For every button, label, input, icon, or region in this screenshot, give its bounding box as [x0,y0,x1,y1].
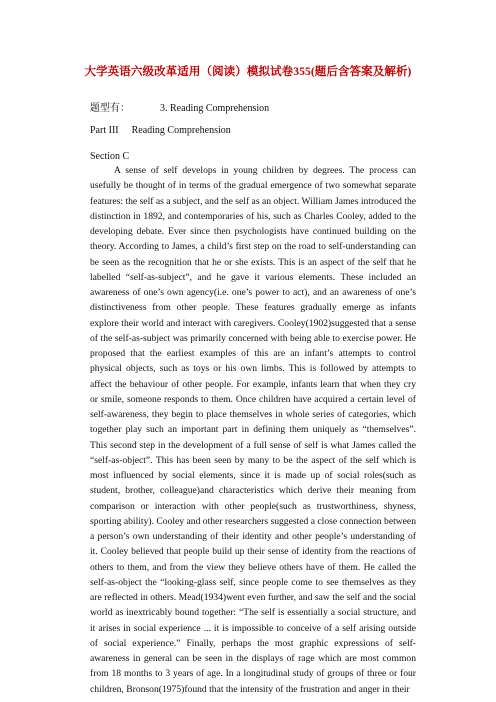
question-type-line [90,99,269,114]
section-label: Section C [90,151,130,162]
document-title: 大学英语六级改革适用（阅读）模拟试卷355(题后含答案及解析) [84,66,412,78]
passage-paragraph: A sense of self develops in young children by degrees. The process can usefully be thought of in terms of the gradual emergence of two somewhat separate features: the self as a subject, and the self as an object. William James introduced the distinction in 1892, and contemporaries of his, such as Charles Cooley, added to the developing debate. Ever since then psychologists have continued building on the theory. According to James, a child’s first step on the road to self-understanding can be seen as the recognition that he or she exists. This is an aspect of the self that he labelled “self-as-subject”, and he gave it various elements. These included an awareness of one’s own agency(i.e. one’s power to act), and an awareness of one’s distinctiveness from other people. These features gradually emerge as infants explore their world and interact with caregivers. Cooley(1902)suggested that a sense of the self-as-subject was primarily concerned with being able to exercise power. He proposed that the earliest examples of this are an infant’s attempts to control physical objects, such as toys or his own limbs. This is followed by attempts to affect the behaviour of other people. For example, infants learn that when they cry or smile, someone responds to them. Once children have acquired a certain level of self-awareness, they begin to place themselves in whole series of categories, which together play such an important part in defining them uniquely as “themselves”. This second step in the development of a full sense of self is what James called the “self-as-object”. This has been seen by many to be the aspect of the self which is most influenced by social elements, since it is made up of social roles(such as student, brother, colleague)and characteristics which derive their meaning from comparison or interaction with other people(such as trustworthiness, shyness, sporting ability). Cooley and other researchers suggested a close connection between a person’s own understanding of their identity and other people’s understanding of it. Cooley believed that people build up their sense of identity from the reactions of others to them, and from the view they believe others have of them. He called the self-as-object the “looking-glass self, since people come to see themselves as they are reflected in others. Mead(1934)went even further, and saw the self and the social world as inextricably bound together: “The self is essentially a social structure, and it arises in social experience ... it is impossible to conceive of a self arising outside of social experience.” Finally, perhaps the most graphic expressions of self-awareness in general can be seen in the displays of rage which are most common from 18 months to 3 years of age. In a longitudinal study of groups of three or four children, Bronson(1975)found that the intensity of the frustration and anger in their [90,165,416,695]
part-label: Part III [90,125,119,136]
part-value: Reading Comprehension [131,125,231,136]
question-type-label: 题型有： [90,103,130,114]
question-type-value: 3. Reading Comprehension [160,103,270,114]
part-line [90,125,231,136]
